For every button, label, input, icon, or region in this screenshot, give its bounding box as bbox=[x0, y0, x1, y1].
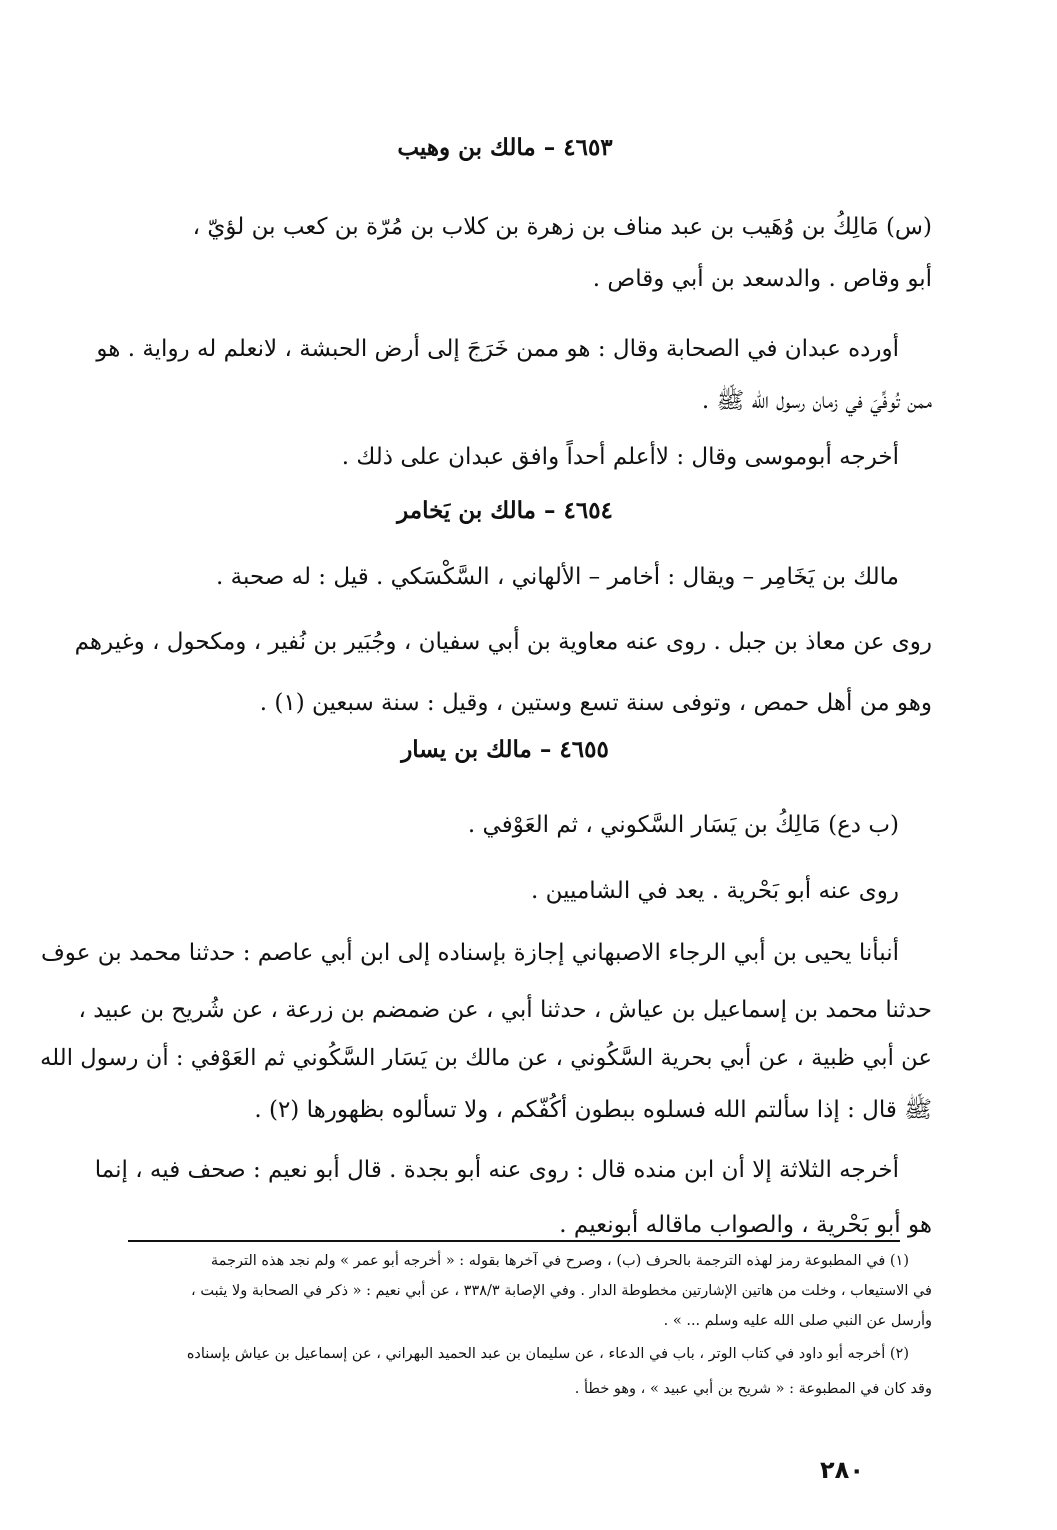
entry-line: مالك بن يَخَامِر – ويقال : أخامر – الألهاني ، السَّكْسَكي . قيل : له صحبة . bbox=[216, 564, 899, 590]
entry-heading: ٤٦٥٤ – مالك بن يَخامر bbox=[397, 497, 613, 524]
entry-line: أخرجه أبوموسى وقال : لاأعلم أحداً وافق عبدان على ذلك . bbox=[341, 444, 899, 470]
entry-line: أورده عبدان في الصحابة وقال : هو ممن خَرَجَ إلى أرض الحبشة ، لانعلم له رواية . هو bbox=[96, 336, 899, 362]
entry-line: أبو وقاص . والدسعد بن أبي وقاص . bbox=[592, 266, 932, 292]
entry-line: هو أبو بَحْرية ، والصواب ماقاله أبونعيم . bbox=[559, 1212, 932, 1238]
footnote-line: وأرسل عن النبي صلى الله عليه وسلم ... » . bbox=[663, 1313, 932, 1329]
entry-line: حدثنا محمد بن إسماعيل بن عياش ، حدثنا أبي ، عن ضمضم بن زرعة ، عن شُريح بن عبيد ، bbox=[78, 997, 932, 1023]
entry-line: روى عنه أبو بَحْرية . يعد في الشاميين . bbox=[530, 878, 899, 904]
page-number: ٢٨٠ bbox=[820, 1456, 864, 1484]
entry-heading: ٤٦٥٥ – مالك بن يسار bbox=[401, 736, 609, 763]
entry-line: (ب دع) مَالِكُ بن يَسَار السَّكوني ، ثم العَوْفي . bbox=[467, 812, 899, 838]
entry-line: أخرجه الثلاثة إلا أن ابن منده قال : روى عنه أبو بجدة . قال أبو نعيم : صحف فيه ، إنما bbox=[94, 1157, 899, 1183]
entry-line: روى عن معاذ بن جبل . روى عنه معاوية بن أبي سفيان ، وجُبَير بن نُفير ، ومكحول ، وغيرهم bbox=[74, 629, 932, 655]
entry-line: وهو من أهل حمص ، وتوفى سنة تسع وستين ، وقيل : سنة سبعين (١) . bbox=[259, 690, 932, 716]
entry-line: أنبأنا يحيى بن أبي الرجاء الاصبهاني إجازة بإسناده إلى ابن أبي عاصم : حدثنا محمد بن عوف bbox=[40, 940, 899, 966]
footnote-line: (٢) أخرجه أبو داود في كتاب الوتر ، باب في الدعاء ، عن سليمان بن عبد الحميد البهراني ، عن إسماعيل بن عياش بإسناده bbox=[186, 1346, 909, 1362]
entry-line: ﷺ قال : إذا سألتم الله فسلوه ببطون أكُفّكم ، ولا تسألوه بظهورها (٢) . bbox=[254, 1097, 932, 1123]
footnote-divider bbox=[128, 1240, 900, 1242]
entry-line: عن أبي ظبية ، عن أبي بحرية السَّكُوني ، عن مالك بن يَسَار السَّكُوني ثم العَوْفي : أن رسول الله bbox=[40, 1045, 932, 1071]
footnote-line: (١) في المطبوعة رمز لهذه الترجمة بالحرف (ب) ، وصرح في آخرها بقوله : « أخرجه أبو عمر » ولم نجد هذه الترجمة bbox=[210, 1253, 909, 1269]
entry-heading: ٤٦٥٣ – مالك بن وهيب bbox=[397, 134, 613, 161]
footnote-line: في الاستيعاب ، وخلت من هاتين الإشارتين مخطوطة الدار . وفي الإصابة ٣٣٨/٣ ، عن أبي نعيم : « ذكر في الصحابة ولا يثبت ، bbox=[191, 1283, 932, 1299]
footnote-line: وقد كان في المطبوعة : « شريح بن أبي عبيد » ، وهو خطأ . bbox=[574, 1381, 932, 1397]
entry-line: (س) مَالِكُ بن وُهَيب بن عبد مناف بن زهرة بن كلاب بن مُرّة بن كعب بن لؤيّ ، bbox=[192, 214, 932, 240]
entry-line: ممن تُوفِّيَ في زمان رسول الله ﷺ . bbox=[701, 388, 932, 414]
